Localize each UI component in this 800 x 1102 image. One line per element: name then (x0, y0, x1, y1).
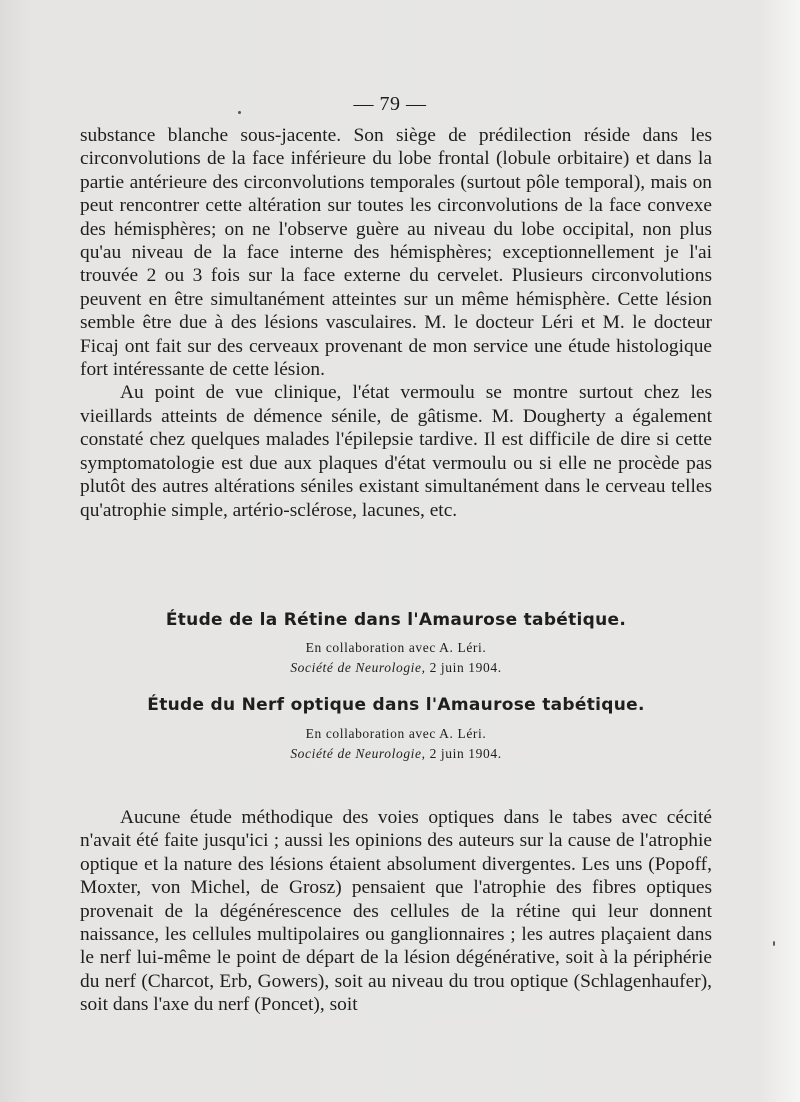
top-text-block (80, 124, 712, 522)
citation (80, 660, 712, 676)
citation-date: 2 juin 1904. (429, 746, 502, 761)
society-name: Société de Neurologie, (290, 746, 426, 761)
bottom-text-block (80, 806, 712, 1017)
section-title-retine: Étude de la Rétine dans l'Amaurose tabétique. (165, 610, 627, 630)
page-number: — 79 — (353, 93, 427, 115)
paragraph: Au point de vue clinique, l'état vermoulu se montre surtout chez les vieillards atteints de démence sénile, de gâtisme. M. Dougherty a également constaté chez quelques malades l'épilepsie tardive. Il est difficile de dire si cette symptomatologie est due aux plaques d'état vermoulu ou si elle ne procède pas plutôt des autres altérations séniles existant simultanément dans le cerveau telles qu'atrophie simple, artério-sclérose, lacunes, etc. (80, 382, 712, 521)
collaboration-note: En collaboration avec A. Léri. (305, 726, 487, 741)
citation (80, 746, 712, 762)
society-name: Société de Neurologie, (290, 660, 426, 675)
citation-date: 2 juin 1904. (429, 660, 502, 675)
print-speck (773, 941, 775, 946)
section-title-nerf-optique: Étude du Nerf optique dans l'Amaurose tabétique. (147, 695, 645, 715)
paragraph: substance blanche sous-jacente. Son siège de prédilection réside dans les circonvolutions de la face inférieure du lobe frontal (lobule orbitaire) et dans la partie antérieure des circonvolutions temporales (surtout pôle temporal), mais on peut rencontrer cette altération sur toutes les circonvolutions de la face convexe des hémisphères; on ne l'observe guère au niveau du lobe occipital, non plus qu'au niveau de la face interne des hémisphères; exceptionnellement je l'ai trouvée 2 ou 3 fois sur la face externe du cervelet. Plusieurs circonvolutions peuvent en être simultanément atteintes sur un même hémisphère. Cette lésion semble être due à des lésions vasculaires. M. le docteur Léri et M. le docteur Ficaj ont fait sur des cerveaux provenant de mon service une étude histologique fort intéressante de cette lésion. (80, 125, 712, 381)
paragraph: Aucune étude méthodique des voies optiques dans le tabes avec cécité n'avait été faite jusqu'ici ; aussi les opinions des auteurs sur la cause de l'atrophie optique et la nature des lésions étaient absolument divergentes. Les uns (Popoff, Moxter, von Michel, de Grosz) pensaient que l'atrophie des fibres optiques provenait de la dégénérescence des cellules de la rétine qui leur donnent naissance, les cellules multipolaires ou ganglionnaires ; les autres plaçaient dans le nerf lui-même le point de départ de la lésion dégénérative, soit à la périphérie du nerf (Charcot, Erb, Gowers), soit au niveau du trou optique (Schlagenhaufer), soit dans l'axe du nerf (Poncet), soit (80, 807, 712, 1016)
collaboration-note: En collaboration avec A. Léri. (305, 640, 487, 655)
